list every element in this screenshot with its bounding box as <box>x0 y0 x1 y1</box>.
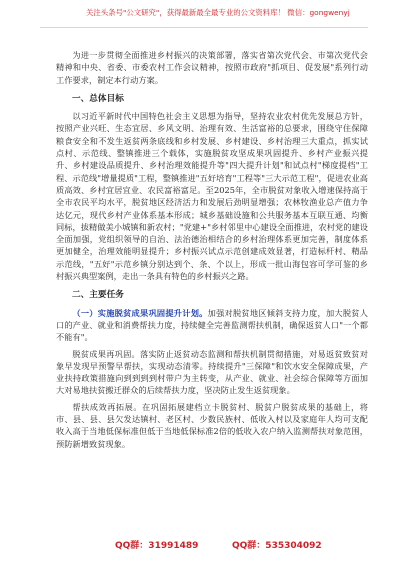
task-1-title: （一）实施脱贫成果巩固提升计划。 <box>72 307 208 318</box>
task-1-body: 加强对脱贫地区倾斜支持力度，加大脱贫人口的产业、就业和消费帮扶力度，持续健全完善监测帮扶机制，确保返贫人口"一个都不能有"。 <box>56 307 368 343</box>
footer-qq-group-1: QQ群：31991489 <box>115 541 199 551</box>
header-divider <box>40 27 368 28</box>
section-heading-goals: 一、总体目标 <box>72 93 124 104</box>
task-1-paragraph <box>56 307 368 344</box>
intro-paragraph: 为进一步贯彻全面推进乡村振兴的决策部署，落实省第次党代会、市第次党代会精神和中央、省委、市委农村工作会议精神，按照市政府"抓项目、促发展"系列行动工作要求，制定本行动方案。 <box>56 50 368 85</box>
task-1-paragraph-2: 脱贫成果再巩固。落实防止返贫动态监测和帮扶机制贯彻措施，对易返贫致贫对象早发现早预警早帮扶，实现动态清零。持续提升"三保障"和饮水安全保障成果，产业扶持政策措施向到到到到村带户为主转变，从产业、就业、社会综合保障等方面加大对易地扶贫搬迁群众的后续帮扶力度，坚决防止发生返贫现象。 <box>56 348 368 396</box>
document-body <box>56 49 368 450</box>
footer-qq-group-2: QQ群：535304092 <box>232 541 322 551</box>
section-heading-tasks: 二、主要任务 <box>72 290 124 301</box>
task-1-paragraph-3: 帮扶成效再拓展。在巩固拓展建档立卡脱贫村、脱贫户脱贫成果的基础上，将市、县、县、县欠发达镇村、老区村、少数民族村、低收入村以及家庭年人均可支配收入高于当地低保标准但低于当地低保标准2倍的低收入农户纳入监测帮扶对象范围，预防新增致贫现象。 <box>56 401 368 449</box>
goals-paragraph: 以习近平新时代中国特色社会主义思想为指导，坚持农业农村优先发展总方针，按照产业兴旺、生态宜居、乡风文明、治理有效、生活富裕的总要求，围绕守住保障粮食安全和不发生返贫两条底线和乡村发展、乡村建设、乡村治理三大重点，抓实试点村、示范线、整镇推进三个载体，实施脱贫攻坚成果巩固提升、乡村产业振兴提升、乡村建设品质提升、乡村治理效能提升等"四大提升计划"和试点村"梯度提档"工程、示范线"增量提质"工程，整镇推进"五好培育"工程等"三大示范工程"，促进农业高质高效、乡村宜居宜业、农民富裕富足。至2025年，全市脱贫对象收入增速保持高于全市农民平均水平，脱贫地区经济活力和发展后劲明显增强；农林牧渔业总产值力争达亿元，现代乡村产业体系基本形成；城乡基础设施和公共服务基本互联互通、均衡同标，拔精做美小城镇和新农村；"党建+"乡村邻里中心建设全面推进，农村党的建设全面加强，党组织领导的自治、法治德治相结合的乡村治理体系更加完善，制度体系更加健全，治理效能明显提升；乡村振兴试点示范创建成效显著，打造标杆村、精品示范线，"五好"示范乡镇分别达到个、条、个以上，形成一批山海包容可学可鉴的乡村振兴典型案例，走出一条具有特色的乡村振兴之路。 <box>56 111 368 282</box>
top-banner: 关注头条号"公文研究"，获得最新最全最专业的公文资料库！ 微信：gongwenyj <box>86 8 350 17</box>
